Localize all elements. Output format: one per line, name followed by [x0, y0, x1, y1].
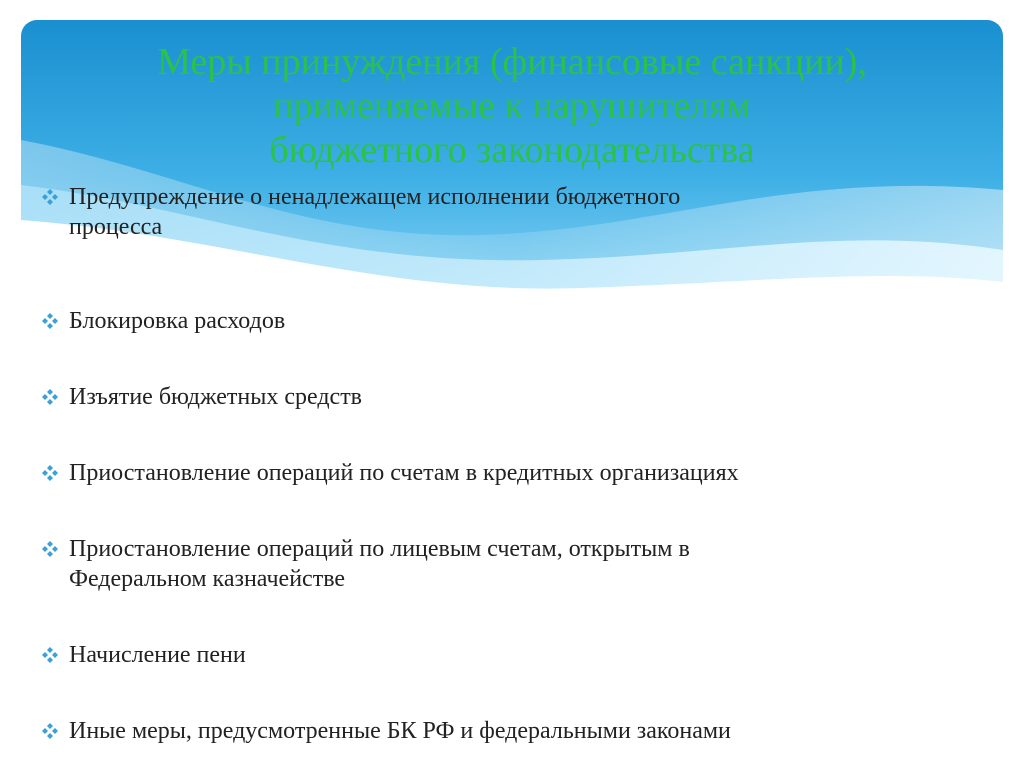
slide	[21, 20, 1003, 744]
bullet-text-line: Иные меры, предусмотренные БК РФ и федеральными законами	[69, 718, 731, 744]
diamond-bullet-icon	[41, 458, 69, 488]
bullet-item-other-measures	[41, 716, 731, 744]
bullet-item-blocking	[41, 306, 285, 336]
slide-title	[21, 40, 1003, 172]
bullet-text-line: процесса	[69, 214, 163, 240]
bullet-item-warning	[41, 182, 680, 242]
bullet-item-suspend-credit-org	[41, 458, 739, 488]
diamond-bullet-icon	[41, 534, 69, 564]
slide-title-line-2: применяемые к нарушителям	[273, 85, 751, 127]
diamond-bullet-icon	[41, 182, 69, 212]
diamond-bullet-icon	[41, 716, 69, 744]
bullet-text-line: Изъятие бюджетных средств	[69, 384, 363, 410]
bullet-text-line: Приостановление операций по счетам в кредитных организациях	[69, 460, 739, 486]
slide-title-line-1: Меры принуждения (финансовые санкции),	[157, 41, 867, 83]
bullet-text-line: Предупреждение о ненадлежащем исполнении бюджетного	[69, 184, 681, 210]
diamond-bullet-icon	[41, 382, 69, 412]
bullet-text-line: Федеральном казначействе	[69, 566, 346, 592]
diamond-bullet-icon	[41, 640, 69, 670]
bullet-item-withdrawal	[41, 382, 362, 412]
slide-title-line-3: бюджетного законодательства	[269, 129, 755, 171]
bullet-item-suspend-treasury	[41, 534, 690, 594]
bullet-text-line: Начисление пени	[69, 642, 246, 668]
bullet-text-line: Блокировка расходов	[69, 308, 286, 334]
bullet-text-line: Приостановление операций по лицевым счетам, открытым в	[69, 536, 690, 562]
diamond-bullet-icon	[41, 306, 69, 336]
bullet-item-penalty	[41, 640, 246, 670]
